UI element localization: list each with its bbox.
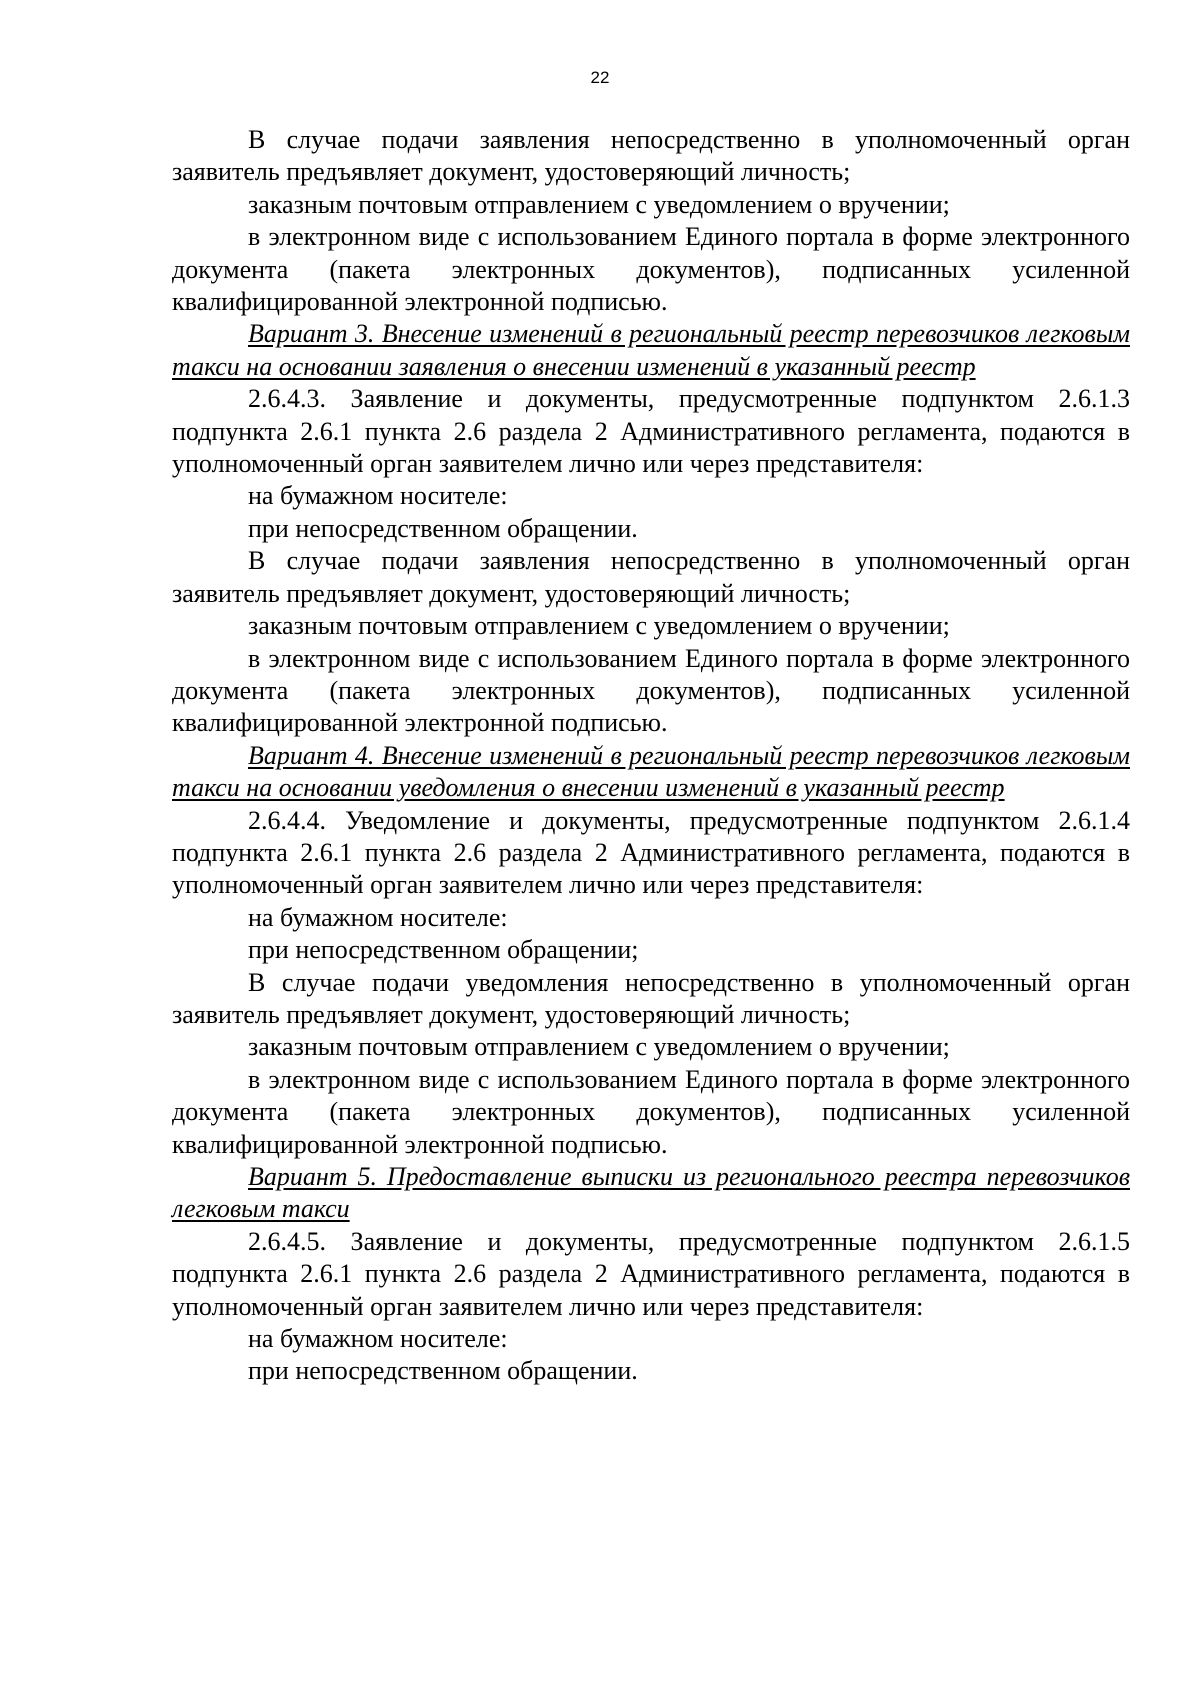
paragraph-identity: В случае подачи уведомления непосредственно в уполномоченный орган заявитель предъявляет документ, удостоверяющий личность; xyxy=(172,967,1130,1029)
paragraph-direct: при непосредственном обращении. xyxy=(248,1356,638,1386)
paragraph-paper: на бумажном носителе: xyxy=(248,481,508,511)
paragraph-mail: заказным почтовым отправлением с уведомлением о вручении; xyxy=(248,1032,950,1062)
variant-4-heading: Вариант 4. Внесение изменений в региональный реестр перевозчиков легковым такси на основании уведомления о внесении изменений в указанный реестр xyxy=(172,740,1130,803)
variant-3-heading: Вариант 3. Внесение изменений в региональный реестр перевозчиков легковым такси на основании заявления о внесении изменений в указанный реестр xyxy=(172,319,1130,381)
document-body xyxy=(172,124,1130,1388)
page-number: 22 xyxy=(590,68,610,87)
paragraph-electronic: в электронном виде с использованием Единого портала в форме электронного документа (пакета электронных документов), подписанных усиленной квалифицированной электронной подписью. xyxy=(172,643,1130,738)
paragraph-paper: на бумажном носителе: xyxy=(248,1324,508,1354)
paragraph-electronic: в электронном виде с использованием Единого портала в форме электронного документа (пакета электронных документов), подписанных усиленной квалифицированной электронной подписью. xyxy=(172,1064,1130,1159)
paragraph-direct: при непосредственном обращении. xyxy=(248,513,638,543)
paragraph-2: заказным почтовым отправлением с уведомлением о вручении; xyxy=(248,189,950,219)
paragraph-1: В случае подачи заявления непосредственно в уполномоченный орган заявитель предъявляет документ, удостоверяющий личность; xyxy=(172,125,1130,187)
paragraph-identity: В случае подачи заявления непосредственно в уполномоченный орган заявитель предъявляет документ, удостоверяющий личность; xyxy=(172,546,1130,608)
paragraph-3: в электронном виде с использованием Единого портала в форме электронного документа (пакета электронных документов), подписанных усиленной квалифицированной электронной подписью. xyxy=(172,222,1130,317)
clause-2-6-4-5: 2.6.4.5. Заявление и документы, предусмотренные подпунктом 2.6.1.5 подпункта 2.6.1 пункта 2.6 раздела 2 Административного регламента, подаются в уполномоченный орган заявителем лично или через представителя: xyxy=(172,1226,1130,1321)
clause-2-6-4-4: 2.6.4.4. Уведомление и документы, предусмотренные подпунктом 2.6.1.4 подпункта 2.6.1 пункта 2.6 раздела 2 Административного регламента, подаются в уполномоченный орган заявителем лично или через представителя: xyxy=(172,805,1130,900)
variant-5-heading: Вариант 5. Предоставление выписки из регионального реестра перевозчиков легковым такси xyxy=(172,1162,1130,1224)
paragraph-mail: заказным почтовым отправлением с уведомлением о вручении; xyxy=(248,611,950,641)
paragraph-direct: при непосредственном обращении; xyxy=(248,935,639,965)
paragraph-paper: на бумажном носителе: xyxy=(248,902,508,932)
clause-2-6-4-3: 2.6.4.3. Заявление и документы, предусмотренные подпунктом 2.6.1.3 подпункта 2.6.1 пункта 2.6 раздела 2 Административного регламента, подаются в уполномоченный орган заявителем лично или через представителя: xyxy=(172,384,1130,479)
